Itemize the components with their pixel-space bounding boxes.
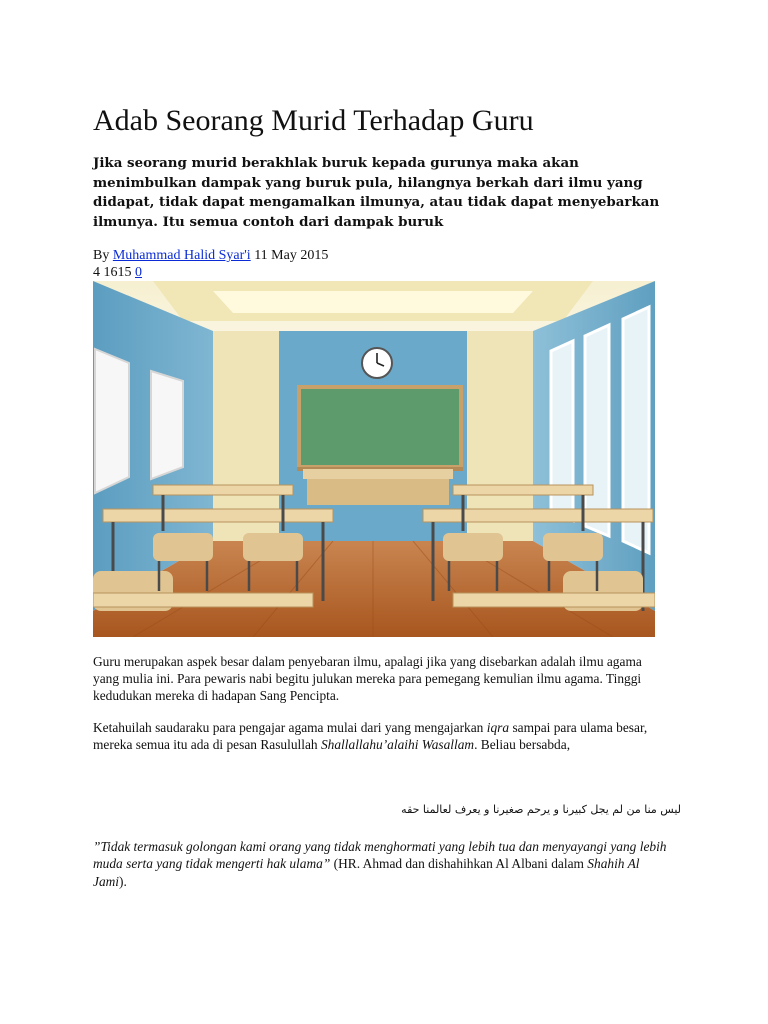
paragraph-2-text-a: Ketahuilah saudaraku para pengajar agama mulai dari yang mengajarkan xyxy=(93,720,484,735)
hadith-arabic: ليس منا من لم يجل كبيرنا و يرحم صغيرنا و يعرف لعالمنا حقه xyxy=(401,803,681,816)
quote-reference-end: ). xyxy=(119,873,127,889)
byline xyxy=(93,248,328,264)
article-lead: Jika seorang murid berakhlak buruk kepada gurunya maka akan menimbulkan dampak yang buruk pula, hilangnya berkah dari ilmu yang didapat, tidak dapat mengamalkan ilmunya, atau tidak dapat menyebarkan ilmunya. Itu semua contoh dari dampak buruk xyxy=(93,155,660,230)
paragraph-1: Guru merupakan aspek besar dalam penyebaran ilmu, apalagi jika yang disebarkan adalah ilmu agama yang mulia ini. Para pewaris nabi begitu julukan mereka para pemegang kemulian ilmu agama. Tinggi kedudukan mereka di hadapan Sang Pencipta. xyxy=(93,654,642,703)
author-link[interactable]: Muhammad Halid Syar'i xyxy=(112,248,251,263)
paragraph-2-text-c: . Beliau bersabda, xyxy=(474,736,571,752)
article-meta xyxy=(93,265,142,281)
quote-text: ”Tidak termasuk golongan kami orang yang tidak menghormati yang lebih tua dan menyayangi yang lebih muda serta yang tidak mengerti hak ulama” xyxy=(93,839,667,872)
comments-link[interactable]: 0 xyxy=(135,265,142,280)
paragraph-2 xyxy=(93,720,668,754)
meta-counts: 4 1615 xyxy=(93,265,132,280)
classroom-photo xyxy=(93,281,655,637)
publish-date: 11 May 2015 xyxy=(254,248,329,263)
clock-icon xyxy=(362,348,392,378)
paragraph-2-text-b: sampai para ulama besar, mereka semua itu ada di pesan Rasulullah xyxy=(93,720,648,752)
page-title: Adab Seorang Murid Terhadap Guru xyxy=(93,104,534,137)
quote-book: Shahih Al Jami xyxy=(93,856,640,889)
paragraph-2-iqra: iqra xyxy=(486,720,510,735)
paragraph-2-salam: Shallallahu’alaihi Wasallam xyxy=(320,736,475,752)
hadith-translation xyxy=(93,838,668,890)
quote-reference: (HR. Ahmad dan dishahihkan Al Albani dalam xyxy=(330,856,588,872)
by-prefix: By xyxy=(93,248,110,263)
